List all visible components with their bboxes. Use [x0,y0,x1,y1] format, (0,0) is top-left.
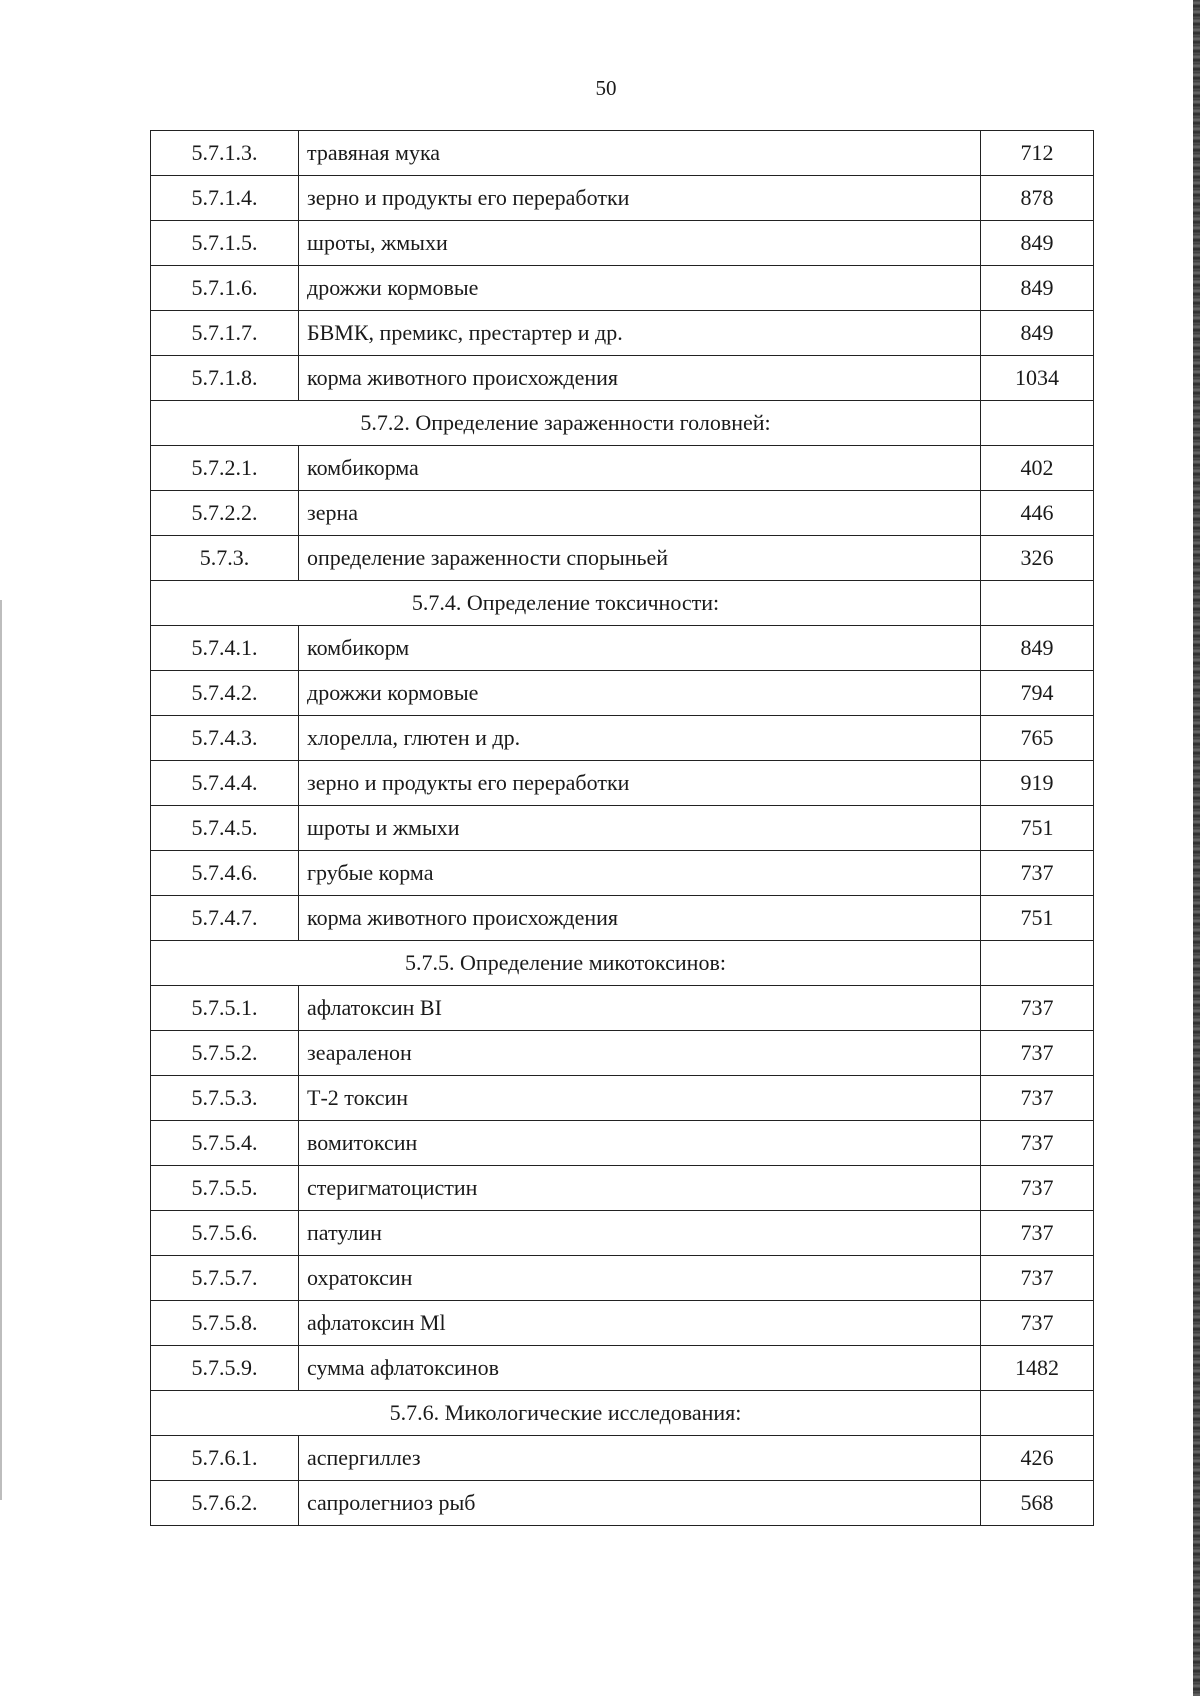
row-name: хлорелла, глютен и др. [299,716,981,761]
table-row [151,356,1094,401]
row-name: зерно и продукты его переработки [299,176,981,221]
table-row [151,1166,1094,1211]
table-row [151,851,1094,896]
section-row [151,581,1094,626]
row-name: стеригматоцистин [299,1166,981,1211]
row-price: 751 [981,806,1094,851]
row-price: 737 [981,986,1094,1031]
section-row [151,401,1094,446]
row-price: 765 [981,716,1094,761]
row-code: 5.7.2.1. [151,446,299,491]
row-code: 5.7.1.8. [151,356,299,401]
row-name: Т-2 токсин [299,1076,981,1121]
row-price: 568 [981,1481,1094,1526]
row-name: вомитоксин [299,1121,981,1166]
row-name: зерна [299,491,981,536]
table-row [151,1031,1094,1076]
table-row [151,1121,1094,1166]
row-name: зерно и продукты его переработки [299,761,981,806]
row-name: аспергиллез [299,1436,981,1481]
row-name: корма животного происхождения [299,896,981,941]
row-code: 5.7.1.3. [151,131,299,176]
row-price-empty [981,401,1094,446]
table-row [151,716,1094,761]
table-row [151,761,1094,806]
row-code: 5.7.4.1. [151,626,299,671]
row-price: 919 [981,761,1094,806]
row-name: корма животного происхождения [299,356,981,401]
row-price: 737 [981,1031,1094,1076]
row-price: 737 [981,851,1094,896]
table-row [151,176,1094,221]
row-name: сапролегниоз рыб [299,1481,981,1526]
row-price: 794 [981,671,1094,716]
row-price: 737 [981,1166,1094,1211]
row-price: 737 [981,1076,1094,1121]
row-code: 5.7.4.6. [151,851,299,896]
row-price: 737 [981,1301,1094,1346]
scan-edge-right [1193,0,1200,1696]
table-row [151,131,1094,176]
row-code: 5.7.1.7. [151,311,299,356]
table-row [151,1256,1094,1301]
table-row [151,1481,1094,1526]
section-row [151,1391,1094,1436]
row-price: 849 [981,266,1094,311]
row-name: дрожжи кормовые [299,266,981,311]
row-name: дрожжи кормовые [299,671,981,716]
section-title: 5.7.2. Определение зараженности головней: [151,401,981,446]
row-name: комбикорм [299,626,981,671]
row-price: 402 [981,446,1094,491]
row-name: определение зараженности спорыньей [299,536,981,581]
row-price: 1482 [981,1346,1094,1391]
table-row [151,986,1094,1031]
row-code: 5.7.5.2. [151,1031,299,1076]
row-price: 849 [981,626,1094,671]
row-code: 5.7.1.6. [151,266,299,311]
row-name: комбикорма [299,446,981,491]
scan-edge-left [0,600,2,1500]
row-code: 5.7.5.8. [151,1301,299,1346]
section-title: 5.7.6. Микологические исследования: [151,1391,981,1436]
row-price: 878 [981,176,1094,221]
table-row [151,311,1094,356]
row-name: афлатоксин BI [299,986,981,1031]
row-price: 737 [981,1211,1094,1256]
row-code: 5.7.6.2. [151,1481,299,1526]
row-code: 5.7.4.5. [151,806,299,851]
row-price: 849 [981,221,1094,266]
row-price: 1034 [981,356,1094,401]
table-row [151,266,1094,311]
table-row [151,806,1094,851]
row-code: 5.7.1.5. [151,221,299,266]
row-code: 5.7.5.4. [151,1121,299,1166]
row-name: охратоксин [299,1256,981,1301]
section-title: 5.7.5. Определение микотоксинов: [151,941,981,986]
table-row [151,446,1094,491]
table-row [151,536,1094,581]
row-name: патулин [299,1211,981,1256]
row-price: 446 [981,491,1094,536]
page-number: 50 [595,76,617,100]
table-row [151,626,1094,671]
row-name: травяная мука [299,131,981,176]
row-name: шроты, жмыхи [299,221,981,266]
table-row [151,671,1094,716]
row-price-empty [981,581,1094,626]
row-code: 5.7.4.7. [151,896,299,941]
row-code: 5.7.5.5. [151,1166,299,1211]
row-name: БВМК, премикс, престартер и др. [299,311,981,356]
table-row [151,1301,1094,1346]
row-code: 5.7.1.4. [151,176,299,221]
table-row [151,221,1094,266]
fee-table [150,130,1094,1526]
row-code: 5.7.4.4. [151,761,299,806]
row-price: 737 [981,1121,1094,1166]
row-name: грубые корма [299,851,981,896]
row-code: 5.7.5.3. [151,1076,299,1121]
table-row [151,1211,1094,1256]
row-price: 849 [981,311,1094,356]
row-name: шроты и жмыхи [299,806,981,851]
row-code: 5.7.5.1. [151,986,299,1031]
row-price-empty [981,941,1094,986]
row-price-empty [981,1391,1094,1436]
row-name: афлатоксин Ml [299,1301,981,1346]
section-row [151,941,1094,986]
row-name: зеараленон [299,1031,981,1076]
row-code: 5.7.2.2. [151,491,299,536]
row-code: 5.7.4.3. [151,716,299,761]
row-price: 737 [981,1256,1094,1301]
row-code: 5.7.4.2. [151,671,299,716]
row-code: 5.7.3. [151,536,299,581]
row-price: 426 [981,1436,1094,1481]
table-row [151,896,1094,941]
row-code: 5.7.5.9. [151,1346,299,1391]
table-row [151,491,1094,536]
row-name: сумма афлатоксинов [299,1346,981,1391]
row-code: 5.7.5.6. [151,1211,299,1256]
table-row [151,1436,1094,1481]
row-code: 5.7.5.7. [151,1256,299,1301]
table-row [151,1076,1094,1121]
section-title: 5.7.4. Определение токсичности: [151,581,981,626]
row-price: 712 [981,131,1094,176]
table-row [151,1346,1094,1391]
row-code: 5.7.6.1. [151,1436,299,1481]
row-price: 751 [981,896,1094,941]
row-price: 326 [981,536,1094,581]
